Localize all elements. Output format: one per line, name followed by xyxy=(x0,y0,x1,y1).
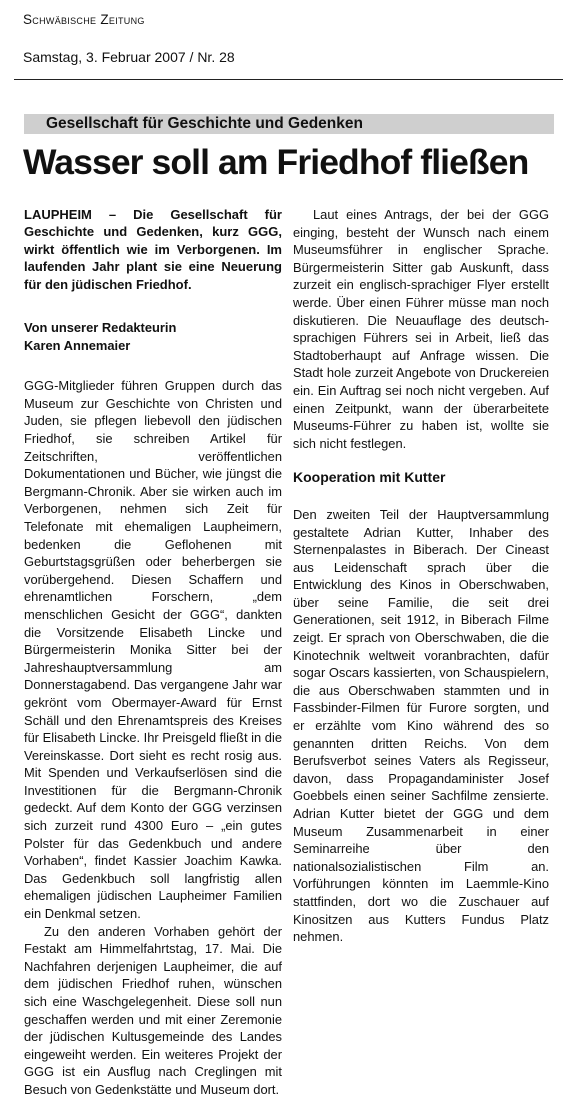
byline xyxy=(24,319,282,354)
header-rule xyxy=(14,79,563,80)
paragraph-3: Laut eines Antrags, der bei der GGG einging, besteht der Wunsch nach einem Museumsführer in englischer Sprache. Bürgermeisterin Sitter gab Auskunft, dass zurzeit ein englisch-sprachiger Flyer erstellt werde. Über einen Führer müsse man noch diskutieren. Die Neuauflage des deutsch-sprachigen Führers sei in Arbeit, ließ das Stadtoberhaupt auf Anfrage wissen. Die Stadt hole zurzeit Angebote von Druckereien ein. Ein Auftrag sei noch nicht vergeben. Auf einen Zeitpunkt, wann der überarbeitete Museums-Führer zu haben ist, wollte sie sich nicht festlegen. xyxy=(293,207,549,451)
column-left xyxy=(24,206,282,1099)
article-kicker: Gesellschaft für Geschichte und Gedenken xyxy=(46,115,363,132)
subheading: Kooperation mit Kutter xyxy=(293,469,446,486)
column-right xyxy=(293,206,549,946)
article-headline: Wasser soll am Friedhof fließen xyxy=(23,142,529,182)
byline-role: Von unserer Redakteurin xyxy=(24,320,177,336)
paragraph-1: GGG-Mitglieder führen Gruppen durch das Museum zur Geschichte von Christen und Juden, sie pflegen liebevoll den jüdischen Friedhof, sie schreiben Artikel für Zeitschriften, veröffentlichen Dokumentationen und Bücher, wie jüngst die Bergmann-Chronik. Aber sie wirken auch im Verborgenen, nehmen sich Zeit für Telefonate mit ehemaligen Laupheimern, bedenken die Geflohenen mit Geburtstagsgrüßen oder beherbergen sie vorübergehend. Diesen Schaffern und ehrenamtlichen Forschern, „dem menschlichen Gesicht der GGG“, dankten die Vorsitzende Elisabeth Lincke und Bürgermeisterin Monika Sitter bei der Jahreshauptversammlung am Donnerstagabend. Das vergangene Jahr war gekrönt vom Obermayer-Award für Ernst Schäll und den Ehrenamtspreis des Kreises für Elisabeth Lincke. Ihr Preisgeld fließt in die Vereinskasse. Dort sieht es recht rosig aus. Mit Spenden und Verkaufserlösen sind die Investitionen für die Bergmann-Chronik gedeckt. Auf dem Konto der GGG verzinsen sich zurzeit rund 4300 Euro – „ein gutes Polster für das Gedenkbuch und andere Vorhaben“, findet Kassier Joachim Kawka. Das Gedenkbuch soll langfristig allen ehemaligen jüdischen Laupheimer Familien ein Denkmal setzen. xyxy=(24,378,282,922)
paragraph-4: Den zweiten Teil der Hauptversammlung gestaltete Adrian Kutter, Inhaber des Sternenpalastes in Biberach. Der Cineast aus Leidenschaft sprach über die Entwicklung des Kinos in Oberschwaben, über seine Familie, die seit drei Generationen, seit 1912, in Biberach Filme zeigt. Er sprach von Oberschwaben, die die Kinotechnik weltweit voranbrachten, dafür sogar Oscars kassierten, von Schauspielern, die aus Oberschwaben stammten und in Fassbinder-Filmen für Furore sorgten, und er erzählte vom Kino während des so genannten dritten Reichs. Von dem Berufsverbot seines Vaters als Regisseur, davon, dass Propagandaminister Josef Goebbels einen seiner Sachfilme zensierte. Adrian Kutter bietet der GGG und dem Museum Zusammenarbeit in einer Seminarreihe über den nationalsozialistischen Film an. Vorführungen könnten im Laemmle-Kino stattfinden, dort wo die Zuschauer auf Kinositzen aus Kutters Fundus Platz nehmen. xyxy=(293,506,549,945)
article-lead: LAUPHEIM – Die Gesellschaft für Geschichte und Gedenken, kurz GGG, wirkt öffentlich wie im Verborgenen. Im laufenden Jahr plant sie eine Neuerung für den jüdischen Friedhof. xyxy=(24,207,282,292)
masthead: Schwäbische Zeitung xyxy=(23,12,145,27)
byline-author: Karen Annemaier xyxy=(24,337,131,353)
paragraph-2: Zu den anderen Vorhaben gehört der Festakt am Himmelfahrtstag, 17. Mai. Die Nachfahren derjenigen Laupheimer, die auf dem jüdischen Friedhof ruhen, wünschen sich eine Waschgelegenheit. Diese soll nun geschaffen werden und mit einer Zeremonie der jüdischen Kultusgemeinde des Landes eingeweiht werden. Ein weiteres Projekt der GGG ist ein Ausflug nach Creglingen mit Besuch von Gedenkstätte und Museum dort. xyxy=(24,923,282,1097)
issue-date: Samstag, 3. Februar 2007 / Nr. 28 xyxy=(23,49,235,65)
